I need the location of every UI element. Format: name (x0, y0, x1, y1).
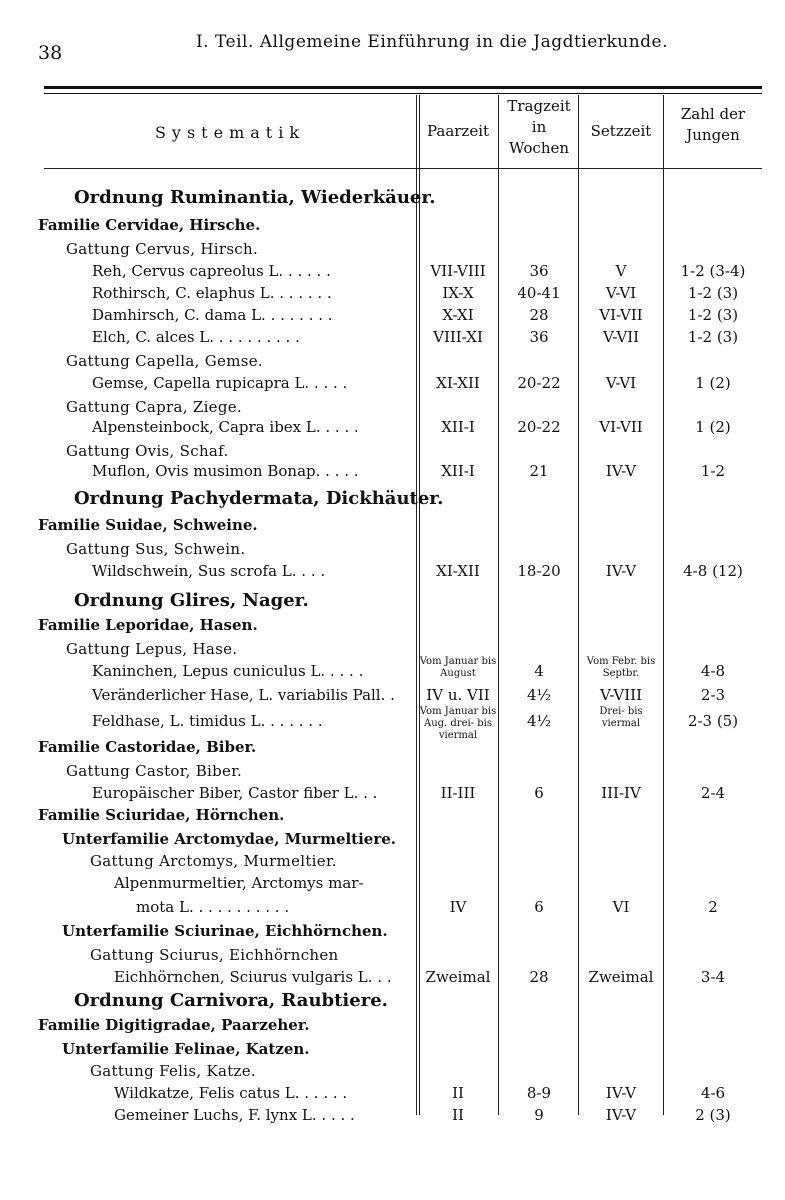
cell-setzzeit: VI (612, 898, 630, 916)
cell-setzzeit: Drei- bis viermal (599, 706, 643, 729)
row-label: Wildschwein, Sus scrofa L. . . . (92, 562, 326, 580)
cell-paarzeit: IV (449, 898, 467, 916)
cell-setzzeit: IV-V (605, 462, 637, 480)
page-number: 38 (38, 42, 63, 64)
cell-paarzeit: II-III (440, 784, 476, 802)
cell-zahl: 2-3 (5) (687, 712, 739, 730)
table-row (0, 1014, 785, 1036)
table-row (0, 416, 785, 438)
cell-zahl: 3-4 (700, 968, 726, 986)
table-row (0, 1082, 785, 1104)
table-row (0, 1060, 785, 1082)
table-row (0, 966, 785, 988)
cell-paarzeit: VIII-XI (433, 328, 483, 346)
cell-setzzeit: V-VIII (599, 686, 643, 704)
table-row (0, 260, 785, 282)
cell-tragzeit: 36 (529, 262, 549, 280)
top-rule-thin (44, 93, 762, 94)
cell-tragzeit: 4½ (526, 712, 552, 730)
row-label: Familie Castoridae, Biber. (38, 738, 257, 756)
row-label: Reh, Cervus capreolus L. . . . . . (92, 262, 331, 280)
row-label: Ordnung Carnivora, Raubtiere. (74, 990, 388, 1011)
table-row (0, 760, 785, 782)
row-label: Gattung Arctomys, Murmeltier. (90, 852, 337, 870)
table-row (0, 736, 785, 758)
row-label: Familie Leporidae, Hasen. (38, 616, 258, 634)
row-label: Gattung Ovis, Schaf. (66, 442, 229, 460)
row-label: Gattung Cervus, Hirsch. (66, 240, 259, 258)
top-rule-thick (44, 86, 762, 89)
cell-setzzeit: V-VII (602, 328, 640, 346)
column-header-systematik: Systematik (154, 123, 306, 142)
cell-tragzeit: 9 (534, 1106, 544, 1124)
row-label: Wildkatze, Felis catus L. . . . . . (114, 1084, 348, 1102)
row-label: Unterfamilie Arctomydae, Murmeltiere. (62, 830, 397, 848)
row-label: Gattung Capra, Ziege. (66, 398, 242, 416)
table-row (0, 460, 785, 482)
row-label: Familie Cervidae, Hirsche. (38, 216, 261, 234)
cell-zahl: 4-6 (700, 1084, 726, 1102)
cell-zahl: 2-4 (700, 784, 726, 802)
row-label: Familie Digitigradae, Paarzeher. (38, 1016, 310, 1034)
row-label: Ordnung Ruminantia, Wiederkäuer. (74, 187, 436, 208)
cell-paarzeit: X-XI (442, 306, 474, 324)
table-row (0, 440, 785, 462)
cell-tragzeit: 28 (529, 968, 549, 986)
cell-zahl: 4-8 (12) (683, 562, 743, 580)
row-label: Gattung Lepus, Hase. (66, 640, 238, 658)
cell-setzzeit: V-VI (605, 374, 637, 392)
cell-tragzeit: 28 (529, 306, 549, 324)
table-row (0, 538, 785, 560)
table-row (0, 560, 785, 582)
table-row (0, 214, 785, 236)
table-row (0, 706, 785, 741)
row-label: mota L. . . . . . . . . . . (136, 898, 290, 916)
row-label: Damhirsch, C. dama L. . . . . . . . (92, 306, 333, 324)
row-label: Gattung Sus, Schwein. (66, 540, 246, 558)
table-row (0, 684, 785, 706)
row-label: Eichhörnchen, Sciurus vulgaris L. . . (114, 968, 392, 986)
cell-zahl: 1-2 (3-4) (680, 262, 746, 280)
row-label: Feldhase, L. timidus L. . . . . . . (92, 712, 323, 730)
table-row (0, 614, 785, 636)
table-row (0, 282, 785, 304)
cell-tragzeit: 6 (534, 898, 544, 916)
cell-tragzeit: 20-22 (517, 418, 561, 436)
cell-setzzeit: VI-VII (599, 306, 643, 324)
row-label: Unterfamilie Felinae, Katzen. (62, 1040, 310, 1058)
running-title: I. Teil. Allgemeine Einführung in die Jagdtierkunde. (196, 32, 668, 52)
cell-tragzeit: 6 (534, 784, 544, 802)
cell-paarzeit: IX-X (442, 284, 474, 302)
row-label: Gattung Felis, Katze. (90, 1062, 256, 1080)
table-row (0, 638, 785, 660)
row-label: Gemeiner Luchs, F. lynx L. . . . . (114, 1106, 355, 1124)
row-label: Familie Suidae, Schweine. (38, 516, 258, 534)
row-label: Muflon, Ovis musimon Bonap. . . . . (92, 462, 359, 480)
row-label: Europäischer Biber, Castor fiber L. . . (92, 784, 378, 802)
cell-zahl: 2-3 (700, 686, 726, 704)
cell-paarzeit: XII-I (441, 418, 475, 436)
table-row (0, 488, 785, 510)
table-row (0, 590, 785, 612)
row-label: Gattung Sciurus, Eichhörnchen (90, 946, 339, 964)
table-row (0, 1104, 785, 1126)
row-label: Ordnung Glires, Nager. (74, 590, 309, 611)
column-header-tragzeit: Tragzeit in Wochen (507, 97, 571, 157)
row-label: Elch, C. alces L. . . . . . . . . . (92, 328, 300, 346)
cell-paarzeit: II (452, 1084, 464, 1102)
cell-setzzeit: V (615, 262, 627, 280)
cell-zahl: 1-2 (3) (687, 328, 739, 346)
cell-setzzeit: VI-VII (599, 418, 643, 436)
cell-setzzeit: Vom Febr. bis Septbr. (586, 656, 656, 679)
cell-paarzeit: II (452, 1106, 464, 1124)
cell-zahl: 2 (708, 898, 718, 916)
cell-paarzeit: XI-XII (436, 562, 480, 580)
row-label: Gemse, Capella rupicapra L. . . . . (92, 374, 348, 392)
cell-zahl: 1 (2) (695, 374, 731, 392)
table-row (0, 326, 785, 348)
table-row (0, 990, 785, 1012)
cell-setzzeit: IV-V (605, 562, 637, 580)
row-label: Veränderlicher Hase, L. variabilis Pall. . (92, 686, 395, 704)
row-label: Rothirsch, C. elaphus L. . . . . . . (92, 284, 332, 302)
table-row (0, 872, 785, 894)
row-label: Gattung Capella, Gemse. (66, 352, 263, 370)
cell-tragzeit: 4½ (526, 686, 552, 704)
cell-paarzeit: Zweimal (425, 968, 491, 986)
cell-tragzeit: 18-20 (517, 562, 561, 580)
cell-setzzeit: IV-V (605, 1106, 637, 1124)
row-label: Familie Sciuridae, Hörnchen. (38, 806, 285, 824)
cell-setzzeit: IV-V (605, 1084, 637, 1102)
cell-paarzeit: XII-I (441, 462, 475, 480)
cell-tragzeit: 20-22 (517, 374, 561, 392)
cell-tragzeit: 4 (534, 662, 544, 680)
row-label: Gattung Castor, Biber. (66, 762, 243, 780)
table-row (0, 372, 785, 394)
cell-zahl: 1-2 (700, 462, 726, 480)
table-row (0, 782, 785, 804)
table-row (0, 828, 785, 850)
row-label: Kaninchen, Lepus cuniculus L. . . . . (92, 662, 364, 680)
cell-tragzeit: 8-9 (526, 1084, 552, 1102)
cell-setzzeit: III-IV (601, 784, 641, 802)
column-header-paarzeit: Paarzeit (426, 122, 490, 140)
header-bottom-rule (44, 168, 762, 169)
table-row (0, 896, 785, 918)
row-label: Unterfamilie Sciurinae, Eichhörnchen. (62, 922, 388, 940)
table-row (0, 238, 785, 260)
cell-paarzeit: IV u. VII (426, 686, 490, 704)
row-label: Ordnung Pachydermata, Dickhäuter. (74, 488, 444, 509)
row-label: Alpensteinbock, Capra ibex L. . . . . (92, 418, 359, 436)
cell-tragzeit: 40-41 (517, 284, 561, 302)
table-row (0, 804, 785, 826)
table-row (0, 396, 785, 418)
cell-zahl: 1-2 (3) (687, 306, 739, 324)
table-row (0, 1038, 785, 1060)
cell-zahl: 1 (2) (695, 418, 731, 436)
row-label: Alpenmurmeltier, Arctomys mar- (114, 874, 364, 892)
column-header-zahl: Zahl der Jungen (680, 105, 746, 144)
cell-tragzeit: 21 (529, 462, 549, 480)
cell-tragzeit: 36 (529, 328, 549, 346)
cell-paarzeit: Vom Januar bis Aug. drei- bis viermal (419, 706, 497, 741)
cell-zahl: 2 (3) (695, 1106, 731, 1124)
cell-paarzeit: XI-XII (436, 374, 480, 392)
table-row (0, 850, 785, 872)
table-row (0, 656, 785, 682)
cell-zahl: 1-2 (3) (687, 284, 739, 302)
cell-paarzeit: VII-VIII (430, 262, 486, 280)
cell-setzzeit: Zweimal (588, 968, 654, 986)
table-row (0, 350, 785, 372)
table-row (0, 304, 785, 326)
cell-paarzeit: Vom Januar bis August (419, 656, 497, 679)
table-row (0, 187, 785, 209)
cell-zahl: 4-8 (700, 662, 726, 680)
column-header-setzzeit: Setzzeit (590, 122, 652, 140)
table-row (0, 944, 785, 966)
table-row (0, 920, 785, 942)
cell-setzzeit: V-VI (605, 284, 637, 302)
table-row (0, 514, 785, 536)
